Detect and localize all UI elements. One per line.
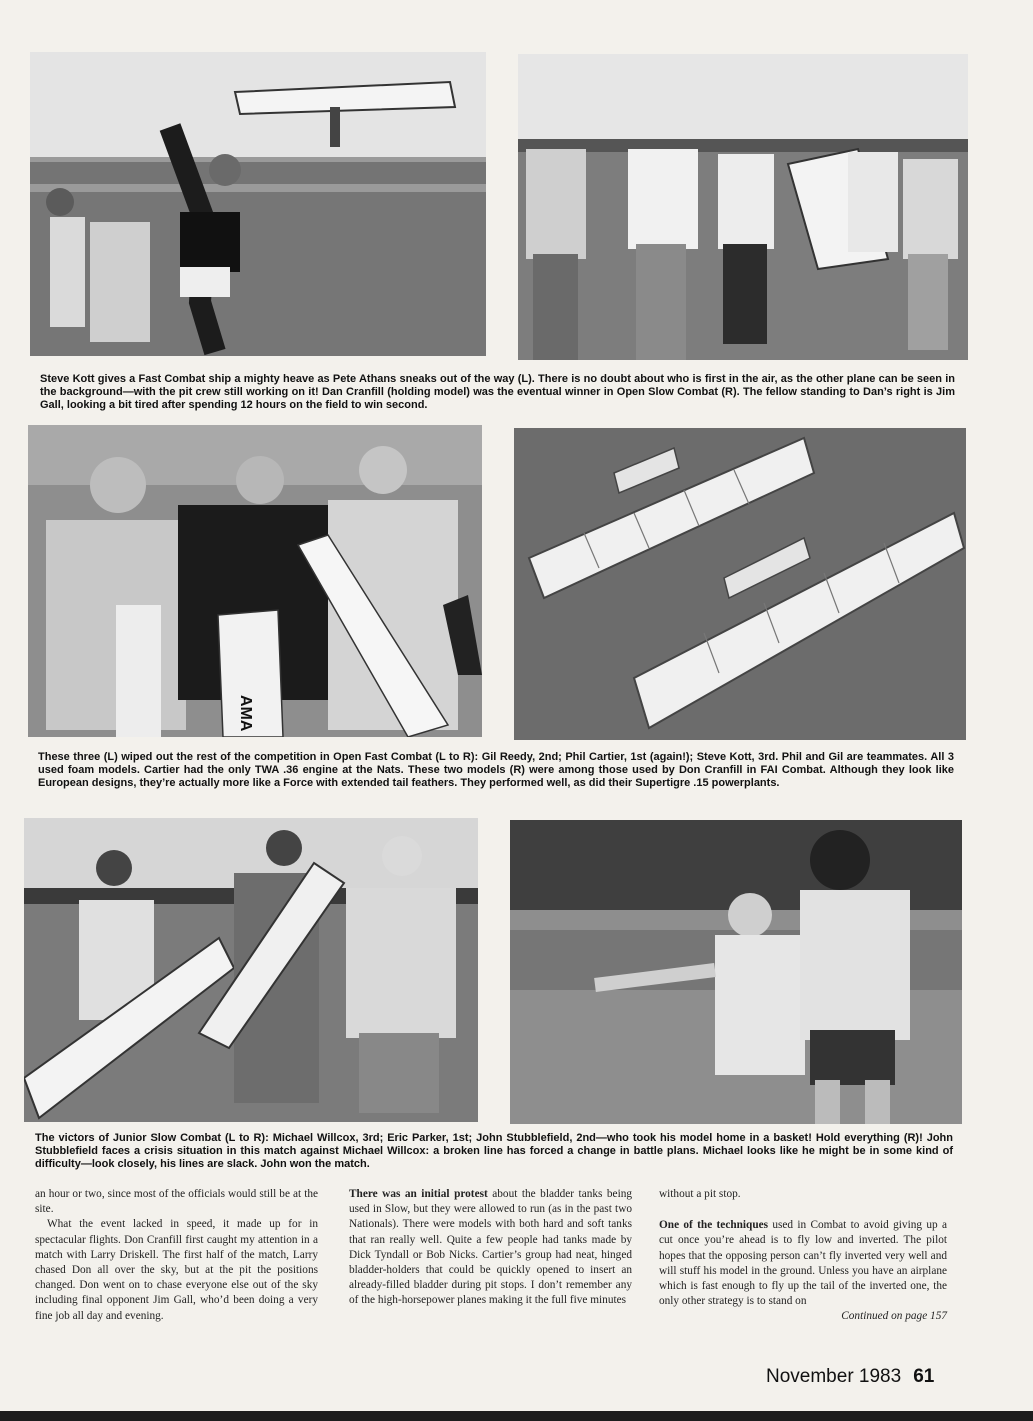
photo-open-fast-combat-winners xyxy=(28,425,482,737)
text-column-2 xyxy=(349,1187,632,1309)
caption-top: Steve Kott gives a Fast Combat ship a mighty heave as Pete Athans sneaks out of the way (L). There is no doubt about who is first in the air, as the other plane can be seen in the background—with the pit crew still working on it! Dan Cranfill (holding model) was the eventual winner in Open Slow Combat (R). The fellow standing to Dan’s right is Jim Gall, looking a bit tired after spending 12 hours on the field to win second. xyxy=(40,373,955,411)
col1-paragraph-2: What the event lacked in speed, it made up for in spectacular flights. Don Cranfill first caught my attention in a match with Larry Driskell. The first half of the match, Larry chased Don all over the sky, but at the pit the positions changed. Don went on to chase everyone else out of the sky including final opponent Jim Gall, who’d been doing a very fine job all day and evening. xyxy=(35,1218,318,1322)
photo-fai-combat-models-art xyxy=(514,428,966,740)
photo-junior-slow-combat-match-art xyxy=(510,820,962,1124)
photo-fai-combat-models xyxy=(514,428,966,740)
col3-paragraph-1: without a pit stop. xyxy=(659,1188,741,1200)
page-footer xyxy=(766,1366,934,1388)
col2-body: about the bladder tanks being used in Slow, but they were allowed to run (as in the past two Nationals). There were models with both hard and soft tanks that ran really well. Quite a few people had tanks made by Dick Tyndall or Bob Nicks. Cartier’s group had neat, hinged bladder-holders that could be quickly opened to insert an already-filled bladder during pit stops. I don’t remember any of the high-horsepower planes making it the full five minutes xyxy=(349,1188,632,1307)
photo-ama-sign: AMA xyxy=(237,695,254,732)
photo-junior-slow-combat-victors xyxy=(24,818,478,1122)
text-column-3 xyxy=(659,1187,947,1325)
photo-open-fast-combat-winners-art xyxy=(28,425,482,737)
issue-date: November 1983 xyxy=(766,1366,902,1387)
continued-line: Continued on page 157 xyxy=(841,1310,947,1323)
col2-lead-in: There was an initial protest xyxy=(349,1188,488,1200)
photo-open-slow-combat-group xyxy=(518,54,968,360)
scan-edge xyxy=(0,1411,1033,1421)
photo-junior-slow-combat-match xyxy=(510,820,962,1124)
caption-middle: These three (L) wiped out the rest of the competition in Open Fast Combat (L to R): Gil Reedy, 2nd; Phil Cartier, 1st (again!); Steve Kott, 3rd. Phil and Gil are teammates. All 3 used foam models. Cartier had the only TWA .36 engine at the Nats. These two models (R) were among those used by Don Cranfill in FAI Combat. Although they look like European designs, they’re actually more like a Force with extended tail feathers. They performed well, as did their Supertigre .15 powerplants. xyxy=(38,751,954,789)
page-number: 61 xyxy=(913,1366,935,1387)
col3-lead-in: One of the techniques xyxy=(659,1219,769,1232)
photo-junior-slow-combat-victors-art xyxy=(24,818,478,1122)
col3-paragraph-2 xyxy=(659,1218,947,1309)
col1-paragraph-1: an hour or two, since most of the officials would still be at the site. xyxy=(35,1188,318,1216)
photo-fast-combat-launch xyxy=(30,52,486,356)
photo-fast-combat-launch-art xyxy=(30,52,486,356)
col3-body: used in Combat to avoid giving up a cut once you’re ahead is to fly low and inverted. The pilot hopes that the opposing person can’t fly inverted very well and will stuff his model in the ground. Unless you have an airplane which is fast enough to fly up the tail of the inverted one, the only other strategy is to stand on xyxy=(659,1219,947,1308)
text-column-1 xyxy=(35,1187,318,1324)
col2-paragraph-1 xyxy=(349,1187,632,1309)
photo-open-slow-combat-group-art xyxy=(518,54,968,360)
caption-bottom: The victors of Junior Slow Combat (L to R): Michael Willcox, 3rd; Eric Parker, 1st; John Stubblefield, 2nd—who took his model home in a basket! Hold everything (R)! John Stubblefield faces a crisis situation in this match against Michael Willcox: a broken line has forced a change in battle plans. Michael looks like he might be in some kind of difficulty—look closely, his lines are slack. John won the match. xyxy=(35,1132,953,1170)
